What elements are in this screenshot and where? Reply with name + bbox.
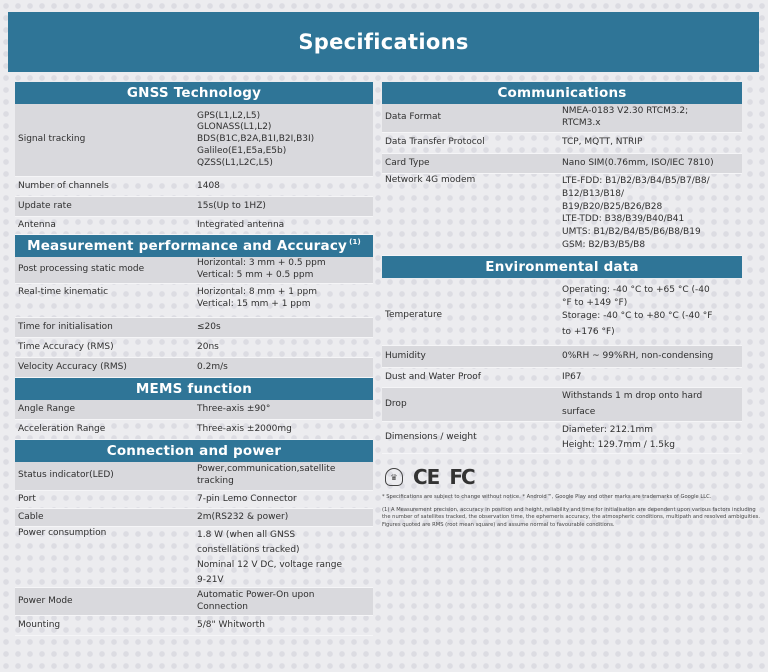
update-rate-row xyxy=(15,197,373,217)
connection-heading xyxy=(15,440,373,462)
modem-line: B19/B20/B25/B26/B28 xyxy=(562,201,663,212)
power-mode-row xyxy=(15,588,373,616)
power-consumption-value xyxy=(197,528,373,588)
footnote-mark: (1) xyxy=(349,238,361,246)
humidity-label: Humidity xyxy=(385,350,426,361)
temperature-line: °F to +149 °F) xyxy=(562,298,628,309)
signal-line: QZSS(L1,L2C,L5) xyxy=(197,157,273,168)
static-mode-label: Post processing static mode xyxy=(18,264,145,275)
fcc-mark: FC xyxy=(449,465,474,489)
connection-heading-text: Connection and power xyxy=(106,443,282,459)
time-accuracy-value: 20ns xyxy=(197,341,219,352)
left-column xyxy=(15,82,373,636)
power-mode-value xyxy=(197,590,373,613)
temperature-line: to +176 °F) xyxy=(562,326,615,337)
rtk-value xyxy=(197,287,373,310)
mounting-row xyxy=(15,616,373,636)
dust-water-value: IP67 xyxy=(562,371,582,382)
mems-heading-text: MEMS function xyxy=(135,381,253,397)
angle-range-row xyxy=(15,400,373,420)
temperature-value xyxy=(562,284,742,338)
drop-label: Drop xyxy=(385,398,407,409)
signal-tracking-value xyxy=(197,111,373,169)
dust-water-row xyxy=(382,368,742,388)
signal-line: BDS(B1C,B2A,B1I,B2I,B3I) xyxy=(197,134,315,145)
channels-row xyxy=(15,177,373,197)
power-consumption-label: Power consumption xyxy=(18,528,107,538)
power-mode-label: Power Mode xyxy=(18,595,73,606)
antenna-label: Antenna xyxy=(18,219,56,230)
status-indicator-row xyxy=(15,462,373,491)
port-row xyxy=(15,491,373,509)
communications-heading xyxy=(382,82,742,104)
measurement-heading xyxy=(15,235,373,257)
modem-line: LTE-TDD: B38/B39/B40/B41 xyxy=(562,214,685,225)
gnss-heading xyxy=(15,82,373,104)
temperature-row xyxy=(382,278,742,346)
modem-line: LTE-FDD: B1/B2/B3/B4/B5/B7/B8/ xyxy=(562,176,710,186)
modem-value xyxy=(562,175,742,252)
velocity-accuracy-value: 0.2m/s xyxy=(197,361,228,372)
footnotes xyxy=(382,494,762,534)
dimensions-value xyxy=(562,423,742,452)
power-line: 9-21V xyxy=(197,575,224,586)
dimensions-line: Diameter: 212.1mm xyxy=(562,425,654,436)
ukca-mark-icon: ♛ xyxy=(385,468,403,486)
static-line: Horizontal: 3 mm + 0.5 ppm xyxy=(197,258,326,269)
temperature-label: Temperature xyxy=(385,309,443,320)
angle-range-label: Angle Range xyxy=(18,403,75,414)
modem-row xyxy=(382,174,742,256)
dimensions-row xyxy=(382,422,742,454)
specifications-banner xyxy=(8,12,759,72)
dimensions-line: Height: 129.7mm / 1.5kg xyxy=(562,439,675,450)
status-line: Power,communication,satellite xyxy=(197,464,336,475)
power-line: Nominal 12 V DC, voltage range xyxy=(197,560,343,571)
measurement-heading-text: Measurement performance and Accuracy xyxy=(27,238,348,254)
cable-label: Cable xyxy=(18,511,44,522)
antenna-row xyxy=(15,217,373,235)
power-mode-line: Automatic Power-On upon xyxy=(197,589,315,600)
acceleration-range-label: Acceleration Range xyxy=(18,423,106,434)
static-mode-row xyxy=(15,257,373,284)
protocol-value: TCP, MQTT, NTRIP xyxy=(562,137,643,148)
drop-value xyxy=(562,389,742,421)
temperature-line: Storage: -40 °C to +80 °C (-40 °F xyxy=(562,311,713,321)
status-indicator-label: Status indicator(LED) xyxy=(18,470,114,481)
mems-heading xyxy=(15,378,373,400)
update-rate-value: 15s(Up to 1HZ) xyxy=(197,200,266,211)
accuracy-note: (1) A Measurement precision, accuracy in position and height, reliability and time for initialisation are dependent upon various factors including the number of satellites tracked, the observation time, the ephemeris accuracy, the atmospheric conditions, multipath and resolved ambiguities. Figures quoted are RMS (root mean square) and assume normal to favourable conditions. xyxy=(382,506,761,528)
protocol-label: Data Transfer Protocol xyxy=(385,137,485,148)
modem-line: B12/B13/B18/ xyxy=(562,188,624,199)
ce-mark: CE xyxy=(413,465,440,489)
rtk-line: Vertical: 15 mm + 1 ppm xyxy=(197,298,311,309)
update-rate-label: Update rate xyxy=(18,200,72,211)
rtk-label: Real-time kinematic xyxy=(18,287,109,297)
dimensions-label: Dimensions / weight xyxy=(385,431,477,442)
signal-line: GPS(L1,L2,L5) xyxy=(197,110,261,121)
signal-tracking-label: Signal tracking xyxy=(18,134,86,145)
communications-heading-text: Communications xyxy=(497,85,627,101)
humidity-value: 0%RH ~ 99%RH, non-condensing xyxy=(562,350,714,361)
static-line: Vertical: 5 mm + 0.5 ppm xyxy=(197,270,314,280)
protocol-row xyxy=(382,133,742,154)
power-line: 1.8 W (when all GNSS xyxy=(197,530,296,540)
environment-heading xyxy=(382,256,742,278)
right-column xyxy=(382,82,742,454)
card-type-value: Nano SIM(0.76mm, ISO/IEC 7810) xyxy=(562,157,714,168)
power-consumption-row xyxy=(15,527,373,588)
velocity-accuracy-label: Velocity Accuracy (RMS) xyxy=(18,361,127,372)
acceleration-range-value: Three-axis ±2000mg xyxy=(197,423,292,434)
format-line: RTCM3.x xyxy=(562,118,601,128)
channels-label: Number of channels xyxy=(18,180,109,191)
time-accuracy-row xyxy=(15,338,373,358)
mounting-value: 5/8" Whitworth xyxy=(197,619,265,630)
angle-range-value: Three-axis ±90° xyxy=(197,403,271,414)
certification-logos xyxy=(382,462,742,492)
temperature-line: Operating: -40 °C to +65 °C (-40 xyxy=(562,285,710,296)
channels-value: 1408 xyxy=(197,180,220,191)
format-line: NMEA-0183 V2.30 RTCM3.2; xyxy=(562,106,689,117)
drop-row xyxy=(382,388,742,422)
page-title: Specifications xyxy=(298,30,469,54)
signal-line: Galileo(E1,E5a,E5b) xyxy=(197,145,287,156)
cable-value: 2m(RS232 & power) xyxy=(197,511,289,522)
static-mode-value xyxy=(197,258,373,281)
data-format-row xyxy=(382,104,742,133)
modem-line: UMTS: B1/B2/B4/B5/B6/B8/B19 xyxy=(562,227,701,238)
drop-line: surface xyxy=(562,406,596,417)
port-value: 7-pin Lemo Connector xyxy=(197,493,297,504)
data-format-value xyxy=(562,106,742,129)
rtk-line: Horizontal: 8 mm + 1 ppm xyxy=(197,287,318,297)
modem-label: Network 4G modem xyxy=(385,175,476,185)
card-type-row xyxy=(382,154,742,174)
trademark-note: * Specifications are subject to change without notice. * Android™, Google Play and other marks are trademarks of Google LLC. xyxy=(382,494,712,500)
cable-row xyxy=(15,509,373,527)
card-type-label: Card Type xyxy=(385,157,430,168)
environment-heading-text: Environmental data xyxy=(485,259,639,275)
init-time-label: Time for initialisation xyxy=(18,321,113,332)
data-format-label: Data Format xyxy=(385,112,442,123)
signal-tracking-row xyxy=(15,104,373,177)
power-mode-line: Connection xyxy=(197,601,248,612)
status-line: tracking xyxy=(197,476,234,486)
modem-line: GSM: B2/B3/B5/B8 xyxy=(562,239,646,250)
antenna-value: Integrated antenna xyxy=(197,219,285,230)
velocity-accuracy-row xyxy=(15,358,373,378)
time-accuracy-label: Time Accuracy (RMS) xyxy=(18,341,114,352)
signal-line: GLONASS(L1,L2) xyxy=(197,122,272,133)
rtk-row xyxy=(15,284,373,318)
status-indicator-value xyxy=(197,464,373,487)
drop-line: Withstands 1 m drop onto hard xyxy=(562,390,703,401)
init-time-value: ≤20s xyxy=(197,321,221,332)
power-line: constellations tracked) xyxy=(197,545,300,556)
init-time-row xyxy=(15,318,373,338)
mounting-label: Mounting xyxy=(18,619,61,630)
acceleration-range-row xyxy=(15,420,373,440)
dust-water-label: Dust and Water Proof xyxy=(385,371,481,382)
gnss-heading-text: GNSS Technology xyxy=(126,85,262,101)
port-label: Port xyxy=(18,493,36,504)
humidity-row xyxy=(382,346,742,368)
